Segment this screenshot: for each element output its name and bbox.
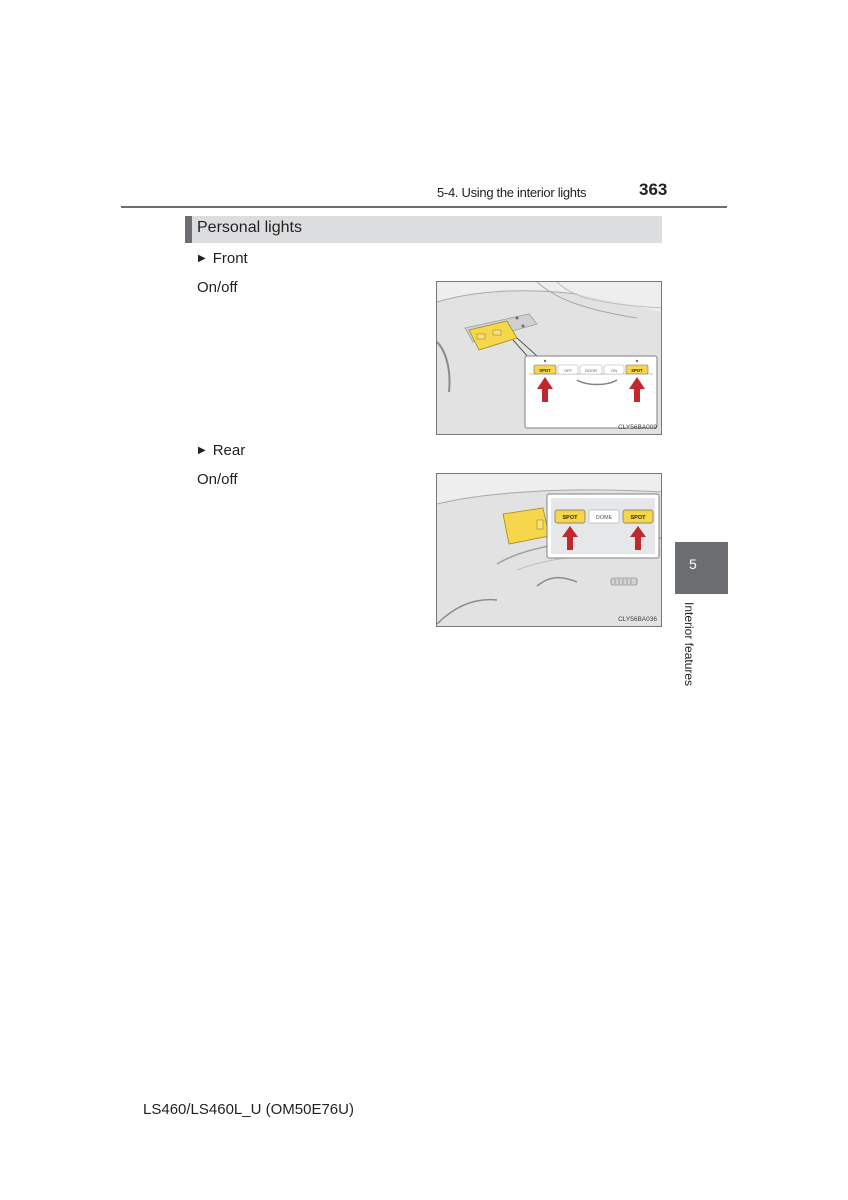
front-personal-light-figure [436,281,662,435]
rear-ceiling-illustration [437,474,662,627]
rear-button-spot-left: SPOT [562,515,578,521]
header-divider [121,206,727,208]
chapter-title: Interior features [682,602,696,687]
front-button-door: DOOR [585,367,597,373]
front-on-off-text: On/off [197,279,238,296]
bullet-front-label: Front [212,250,248,267]
front-figure-code: CLY56BA009 [618,424,657,431]
rear-button-spot-right: SPOT [630,515,646,521]
footer-model: LS460/LS460L_U (OM50E76U) [143,1101,354,1118]
header-section-title: 5-4. Using the interior lights [437,185,587,200]
section-heading-bar [185,216,662,243]
rear-personal-light-figure [436,473,662,627]
bullet-front [198,250,248,267]
bullet-rear-label: Rear [212,442,246,459]
page-number: 363 [639,180,668,199]
front-button-spot-left: SPOT [539,367,551,373]
section-title: Personal lights [197,219,302,236]
triangle-bullet-icon: ▶ [198,445,206,456]
triangle-bullet-icon: ▶ [198,253,206,264]
rear-button-dome: DOME [595,515,613,521]
front-button-on: ON [611,367,617,373]
front-overhead-console-illustration [437,282,662,435]
rear-figure-code: CLY56BA036 [618,616,657,623]
front-button-off: OFF [564,367,572,373]
bullet-rear [198,442,245,459]
rear-on-off-text: On/off [197,471,238,488]
chapter-tab [675,542,728,594]
chapter-number: 5 [689,556,697,572]
front-button-spot-right: SPOT [631,367,643,373]
